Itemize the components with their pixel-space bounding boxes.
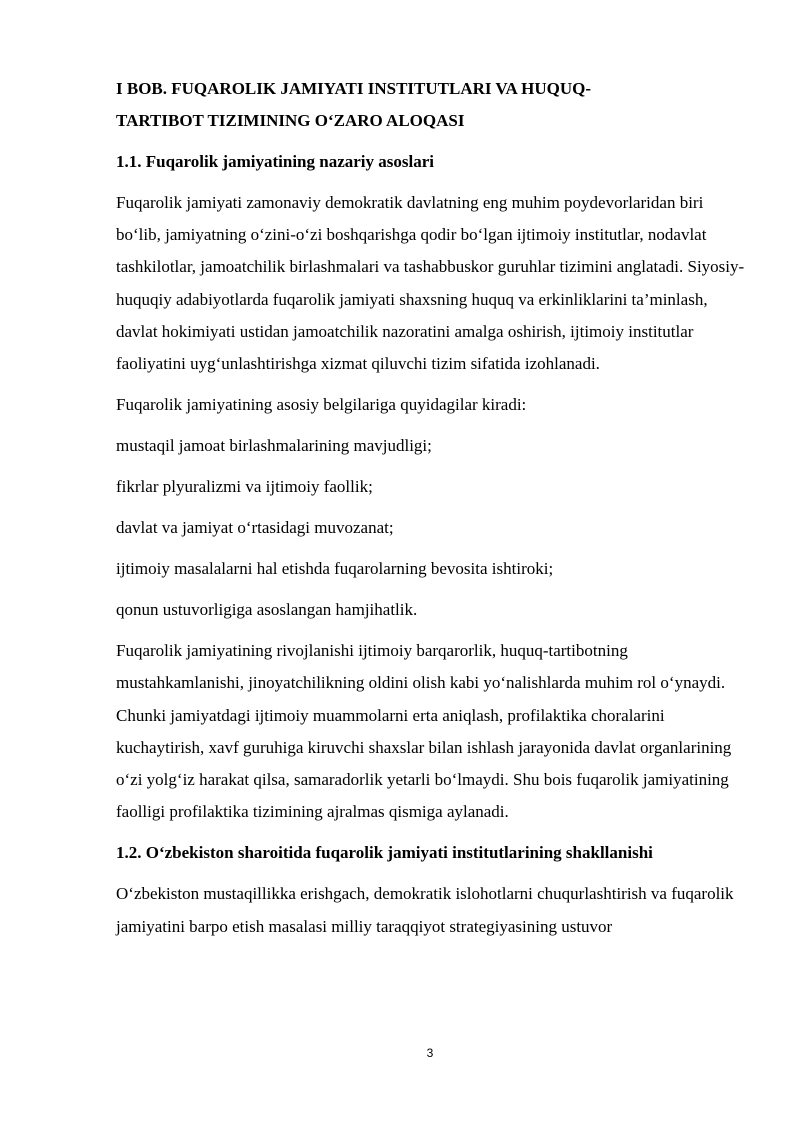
page-content <box>116 73 746 952</box>
chapter-title <box>116 73 746 137</box>
section-2-title: 1.2. O‘zbekiston sharoitida fuqarolik jamiyati institutlarining shakllanishi <box>116 843 653 863</box>
list-item: davlat va jamiyat o‘rtasidagi muvozanat; <box>116 518 394 538</box>
section-1-paragraph-2: Fuqarolik jamiyatining rivojlanishi ijtimoiy barqarorlik, huquq-tartibotning mustahkamlanishi, jinoyatchilikning oldini olish kabi yo‘nalishlarda muhim rol o‘ynaydi. Chunki jamiyatdagi ijtimoiy muammolarni erta aniqlash, profilaktika choralarini kuchaytirish, xavf guruhiga kiruvchi shaxslar bilan ishlash jarayonida davlat organlarining o‘zi yolg‘iz harakat qilsa, samaradorlik yetarli bo‘lmaydi. Shu bois fuqarolik jamiyatining faolligi profilaktika tizimining ajralmas qismiga aylanadi. <box>116 641 732 822</box>
list-item: fikrlar plyuralizmi va ijtimoiy faollik; <box>116 477 373 497</box>
list-item: mustaqil jamoat birlashmalarining mavjudligi; <box>116 436 432 456</box>
section-2-paragraph-1: O‘zbekiston mustaqillikka erishgach, demokratik islohotlarni chuqurlashtirish va fuqarolik jamiyatini barpo etish masalasi milliy taraqqiyot strategiyasining ustuvor <box>116 884 734 936</box>
list-item: qonun ustuvorligiga asoslangan hamjihatlik. <box>116 600 418 620</box>
chapter-title-line-2: TARTIBOT TIZIMINING O‘ZARO ALOQASI <box>116 111 465 130</box>
list-intro: Fuqarolik jamiyatining asosiy belgilariga quyidagilar kiradi: <box>116 395 527 415</box>
section-1-title: 1.1. Fuqarolik jamiyatining nazariy asoslari <box>116 152 434 171</box>
section-1-paragraph-1: Fuqarolik jamiyati zamonaviy demokratik davlatning eng muhim poydevorlaridan biri bo‘lib, jamiyatning o‘zini-o‘zi boshqarishga qodir bo‘lgan ijtimoiy institutlar, nodavlat tashkilotlar, jamoatchilik birlashmalari va tashabbuskor guruhlar tizimini anglatadi. Siyosiy-huquqiy adabiyotlarda fuqarolik jamiyati shaxsning huquq va erkinliklarini ta’minlash, davlat hokimiyati ustidan jamoatchilik nazoratini amalga oshirish, ijtimoiy institutlar faoliyatini uyg‘unlashtirishga xizmat qiluvchi tizim sifatida izohlanadi. <box>116 193 745 374</box>
chapter-title-line-1: I BOB. FUQAROLIK JAMIYATI INSTITUTLARI VA HUQUQ- <box>116 79 591 98</box>
list-item: ijtimoiy masalalarni hal etishda fuqarolarning bevosita ishtiroki; <box>116 559 554 579</box>
page-number: 3 <box>426 1046 434 1060</box>
